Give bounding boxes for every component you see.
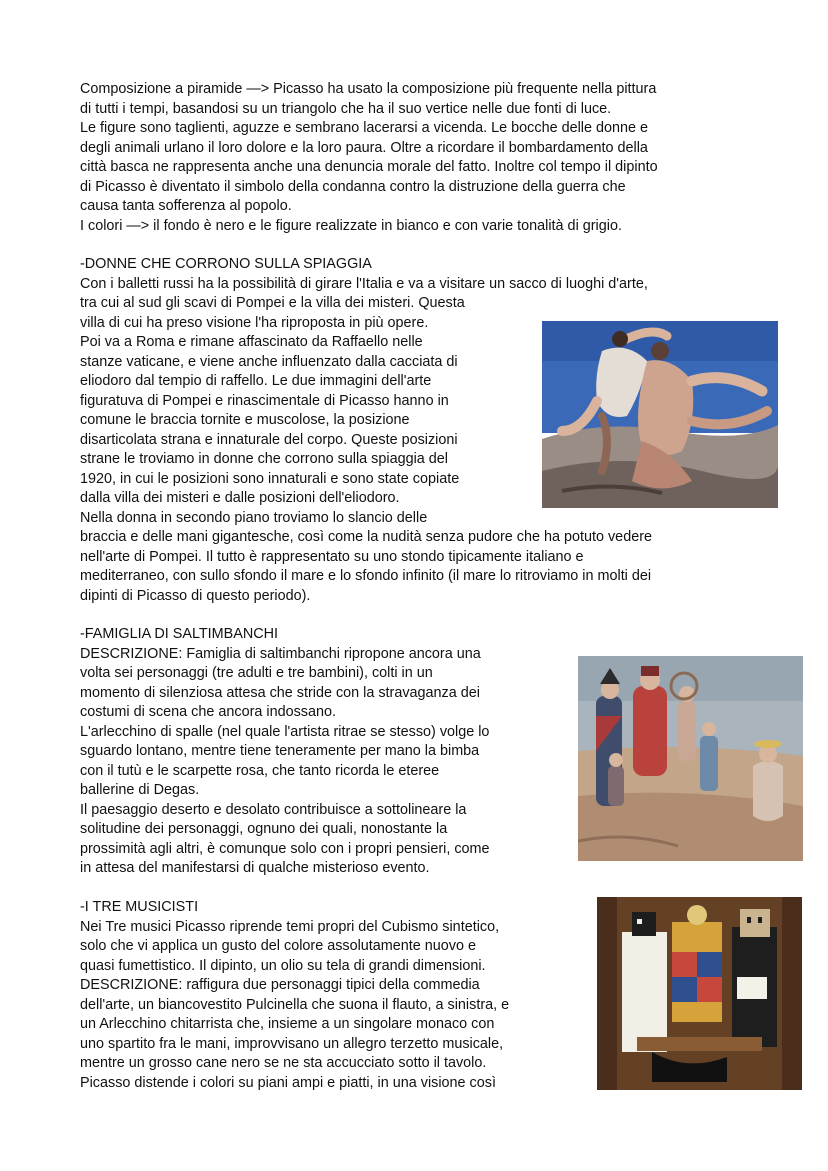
text-line: L'arlecchino di spalle (nel quale l'artista ritrae se stesso) volge lo xyxy=(80,723,490,740)
text-line: prossimità agli altri, è comunque solo con i propri pensieri, come xyxy=(80,840,490,857)
text-line: villa di cui ha preso visione l'ha riproposta in più opere. xyxy=(80,314,429,331)
text-line: costumi di scena che ancora indossano. xyxy=(80,704,336,720)
text-line: solo che vi applica un gusto del colore assolutamente nuovo e xyxy=(80,938,476,954)
text-line: di Picasso è diventato il simbolo della condanna contro la distruzione della guerra che xyxy=(80,178,626,195)
text-line: dipinti di Picasso di questo periodo). xyxy=(80,587,311,604)
text-line: Picasso distende i colori su piani ampi e piatti, in una visione così xyxy=(80,1074,496,1091)
text-line: Il paesaggio deserto e desolato contribuisce a sottolineare la xyxy=(80,801,467,818)
text-line: quasi fumettistico. Il dipinto, un olio su tela di grandi dimensioni. xyxy=(80,957,486,974)
text-line: mentre un grosso cane nero se ne sta accucciato sotto il tavolo. xyxy=(80,1055,487,1071)
text-line: degli animali urlano il loro dolore e la loro paura. Oltre a ricordare il bombardamento della xyxy=(80,139,648,156)
text-line: Composizione a piramide —> Picasso ha usato la composizione più frequente nella pittura xyxy=(80,81,657,97)
text-line: tra cui al sud gli scavi di Pompei e la villa dei misteri. Questa xyxy=(80,295,465,311)
text-line: Le figure sono taglienti, aguzze e sembrano lacerarsi a vicenda. Le bocche delle donne e xyxy=(80,120,649,136)
section-heading: -FAMIGLIA DI SALTIMBANCHI xyxy=(80,626,279,642)
text-line: strane le troviamo in donne che corrono sulla spiaggia del xyxy=(80,451,448,467)
text-line: I colori —> il fondo è nero e le figure realizzate in bianco e con varie tonalità di grigio. xyxy=(80,217,622,234)
text-line: sguardo lontano, mentre tiene teneramente per mano la bimba xyxy=(80,743,480,759)
text-line: figuratuva di Pompei e rinascimentale di Picasso hanno in xyxy=(80,392,449,409)
text-line: uno spartito fra le mani, improvvisano un allegro terzetto musicale, xyxy=(80,1035,504,1052)
text-line: solitudine dei personaggi, ognuno dei quali, nonostante la xyxy=(80,821,448,837)
text-line: disarticolata strana e innaturale del corpo. Queste posizioni xyxy=(80,431,458,448)
section-heading: -DONNE CHE CORRONO SULLA SPIAGGIA xyxy=(80,256,372,272)
text-line: di tutti i tempi, basandosi su un triangolo che ha il suo vertice nelle due fonti di luce. xyxy=(80,100,612,117)
painting-women-running-on-beach xyxy=(542,321,778,508)
text-line: braccia e delle mani gigantesche, così come la nudità senza pudore che ha potuto vedere xyxy=(80,529,652,545)
section-heading: -I TRE MUSICISTI xyxy=(80,899,199,915)
painting-family-of-saltimbanques xyxy=(578,656,803,861)
text-line: dell'arte, un biancovestito Pulcinella che suona il flauto, a sinistra, e xyxy=(80,996,510,1013)
text-line: volta sei personaggi (tre adulti e tre bambini), colti in un xyxy=(80,665,433,681)
text-line: causa tanta sofferenza al popolo. xyxy=(80,198,292,214)
text-line: DESCRIZIONE: raffigura due personaggi tipici della commedia xyxy=(80,977,480,993)
text-line: momento di silenziosa attesa che stride con la stravaganza dei xyxy=(80,684,480,701)
text-line: Nella donna in secondo piano troviamo lo slancio delle xyxy=(80,509,428,526)
text-line: Poi va a Roma e rimane affascinato da Raffaello nelle xyxy=(80,334,423,350)
text-line: città basca ne rappresenta anche una denuncia morale del fatto. Inoltre col tempo il dipinto xyxy=(80,159,658,175)
text-line: eliodoro dal tempio di raffello. Le due immagini dell'arte xyxy=(80,373,432,389)
text-line: con il tutù e le scarpette rosa, che tanto ricorda le eteree xyxy=(80,762,440,779)
text-line: stanze vaticane, e viene anche influenzato dalla cacciata di xyxy=(80,353,458,370)
text-line: mediterraneo, con sullo sfondo il mare e lo sfondo infinito (il mare lo ritroviamo in molti dei xyxy=(80,568,652,584)
text-line: ballerine di Degas. xyxy=(80,782,200,798)
painting-three-musicians xyxy=(597,897,802,1090)
text-line: Nei Tre musici Picasso riprende temi propri del Cubismo sintetico, xyxy=(80,918,500,935)
text-line: nell'arte di Pompei. Il tutto è rappresentato su uno stondo tipicamente italiano e xyxy=(80,548,584,565)
text-line: Con i balletti russi ha la possibilità di girare l'Italia e va a visitare un sacco di luoghi d'arte, xyxy=(80,275,648,292)
text-line: DESCRIZIONE: Famiglia di saltimbanchi ripropone ancora una xyxy=(80,645,481,662)
text-line: un Arlecchino chitarrista che, insieme a un singolare monaco con xyxy=(80,1016,495,1032)
text-line: 1920, in cui le posizioni sono innaturali e sono state copiate xyxy=(80,470,460,487)
text-line: comune le braccia tornite e muscolose, la posizione xyxy=(80,412,410,428)
text-line: in attesa del manifestarsi di qualche misterioso evento. xyxy=(80,860,430,876)
text-line: dalla villa dei misteri e dalle posizioni dell'eliodoro. xyxy=(80,490,400,506)
